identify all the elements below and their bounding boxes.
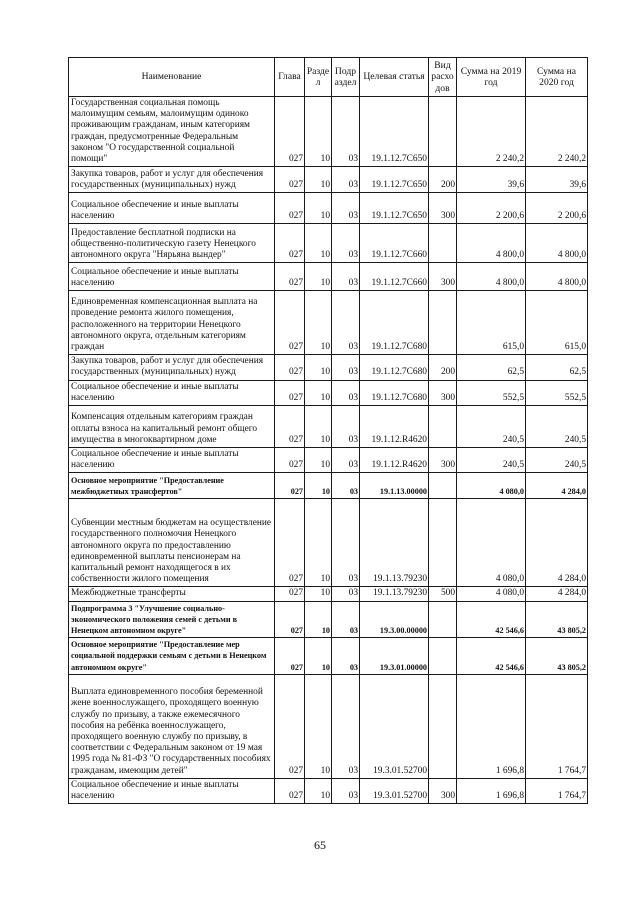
cell-expense-type: 300 <box>429 193 457 224</box>
cell-name: Основное мероприятие "Предоставление межбюджетных трансфертов" <box>69 473 275 499</box>
cell-sum-2020: 4 284,0 <box>526 473 588 499</box>
table-row <box>69 97 588 167</box>
cell-expense-type <box>429 638 457 675</box>
header-target: Целевая статья <box>360 58 429 97</box>
cell-chapter: 027 <box>275 778 305 803</box>
cell-section: 10 <box>305 601 332 638</box>
cell-sum-2019: 39,6 <box>457 167 526 193</box>
table-row <box>69 499 588 587</box>
cell-sum-2019: 615,0 <box>457 291 526 355</box>
cell-chapter: 027 <box>275 355 305 380</box>
cell-subsection: 03 <box>332 291 360 355</box>
cell-name: Социальное обеспечение и иные выплаты населению <box>69 448 275 473</box>
cell-section: 10 <box>305 587 332 601</box>
cell-chapter: 027 <box>275 601 305 638</box>
table-row <box>69 448 588 473</box>
cell-sum-2020: 43 805,2 <box>526 638 588 675</box>
cell-subsection: 03 <box>332 778 360 803</box>
page-number: 65 <box>314 838 326 852</box>
table-row <box>69 224 588 263</box>
cell-sum-2020: 4 284,0 <box>526 499 588 587</box>
cell-section: 10 <box>305 263 332 291</box>
header-sum-2020: Сумма на 2020 год <box>526 58 588 97</box>
cell-target: 19.1.12.7C650 <box>360 167 429 193</box>
table-row <box>69 193 588 224</box>
header-section: Разде л <box>305 58 332 97</box>
cell-chapter: 027 <box>275 97 305 167</box>
header-subsection: Подр аздел <box>332 58 360 97</box>
cell-section: 10 <box>305 167 332 193</box>
cell-name: Социальное обеспечение и иные выплаты населению <box>69 193 275 224</box>
cell-name: Выплата единовременного пособия беременной жене военнослужащего, проходящего военную службу по призыву, а также ежемесячного пособия на ребёнка военнослужащего, проходящего военную службу по призыву, в соответствии с Федеральным законом от 19 мая 1995 года № 81-ФЗ "О государственных пособиях гражданам, имеющим детей" <box>69 674 275 778</box>
table-row <box>69 355 588 380</box>
cell-section: 10 <box>305 355 332 380</box>
cell-sum-2019: 1 696,8 <box>457 778 526 803</box>
cell-section: 10 <box>305 473 332 499</box>
cell-chapter: 027 <box>275 448 305 473</box>
cell-target: 19.1.12.7C660 <box>360 263 429 291</box>
table-row <box>69 291 588 355</box>
cell-sum-2019: 42 546,6 <box>457 601 526 638</box>
cell-section: 10 <box>305 499 332 587</box>
cell-target: 19.3.01.52700 <box>360 778 429 803</box>
cell-name: Закупка товаров, работ и услуг для обеспечения государственных (муниципальных) нужд <box>69 355 275 380</box>
cell-expense-type <box>429 406 457 448</box>
cell-sum-2020: 4 800,0 <box>526 263 588 291</box>
header-expense-type: Вид расхо дов <box>429 58 457 97</box>
cell-expense-type <box>429 499 457 587</box>
cell-subsection: 03 <box>332 587 360 601</box>
cell-expense-type: 300 <box>429 448 457 473</box>
cell-subsection: 03 <box>332 499 360 587</box>
cell-sum-2020: 240,5 <box>526 406 588 448</box>
cell-target: 19.1.12.7C650 <box>360 97 429 167</box>
cell-section: 10 <box>305 406 332 448</box>
cell-section: 10 <box>305 291 332 355</box>
cell-expense-type <box>429 601 457 638</box>
cell-target: 19.1.12.7C680 <box>360 355 429 380</box>
header-name: Наименование <box>69 58 275 97</box>
cell-target: 19.1.13.79230 <box>360 499 429 587</box>
cell-subsection: 03 <box>332 406 360 448</box>
cell-expense-type: 200 <box>429 355 457 380</box>
cell-chapter: 027 <box>275 291 305 355</box>
cell-target: 19.1.12.R4620 <box>360 448 429 473</box>
cell-chapter: 027 <box>275 380 305 405</box>
cell-target: 19.3.00.00000 <box>360 601 429 638</box>
cell-target: 19.3.01.00000 <box>360 638 429 675</box>
cell-subsection: 03 <box>332 380 360 405</box>
table-row <box>69 473 588 499</box>
cell-subsection: 03 <box>332 473 360 499</box>
cell-expense-type: 200 <box>429 167 457 193</box>
cell-subsection: 03 <box>332 193 360 224</box>
cell-target: 19.1.12.7C680 <box>360 380 429 405</box>
cell-sum-2019: 4 080,0 <box>457 473 526 499</box>
cell-subsection: 03 <box>332 601 360 638</box>
cell-subsection: 03 <box>332 167 360 193</box>
cell-sum-2019: 240,5 <box>457 406 526 448</box>
cell-sum-2019: 2 200,6 <box>457 193 526 224</box>
cell-expense-type <box>429 291 457 355</box>
table-row <box>69 601 588 638</box>
table-header-row <box>69 58 588 97</box>
cell-name: Подпрограмма 3 "Улучшение социально-экономического положения семей с детьми в Ненецком автономном округе" <box>69 601 275 638</box>
cell-target: 19.3.01.52700 <box>360 674 429 778</box>
cell-chapter: 027 <box>275 224 305 263</box>
cell-expense-type: 300 <box>429 778 457 803</box>
table-row <box>69 380 588 405</box>
cell-target: 19.1.12.7C660 <box>360 224 429 263</box>
cell-expense-type: 300 <box>429 380 457 405</box>
cell-sum-2020: 2 200,6 <box>526 193 588 224</box>
cell-section: 10 <box>305 97 332 167</box>
cell-name: Социальное обеспечение и иные выплаты населению <box>69 778 275 803</box>
cell-section: 10 <box>305 674 332 778</box>
cell-subsection: 03 <box>332 263 360 291</box>
cell-chapter: 027 <box>275 167 305 193</box>
cell-sum-2020: 2 240,2 <box>526 97 588 167</box>
cell-expense-type <box>429 224 457 263</box>
cell-sum-2020: 39,6 <box>526 167 588 193</box>
table-row <box>69 638 588 675</box>
header-chapter: Глава <box>275 58 305 97</box>
table-row <box>69 778 588 803</box>
cell-sum-2019: 4 080,0 <box>457 499 526 587</box>
cell-section: 10 <box>305 778 332 803</box>
cell-subsection: 03 <box>332 674 360 778</box>
cell-sum-2019: 240,5 <box>457 448 526 473</box>
cell-chapter: 027 <box>275 638 305 675</box>
cell-sum-2019: 2 240,2 <box>457 97 526 167</box>
cell-name: Межбюджетные трансферты <box>69 587 275 601</box>
budget-table <box>68 57 588 804</box>
cell-expense-type: 300 <box>429 263 457 291</box>
table-body <box>69 97 588 804</box>
cell-sum-2019: 4 800,0 <box>457 224 526 263</box>
cell-sum-2019: 552,5 <box>457 380 526 405</box>
cell-name: Основное мероприятие "Предоставление мер социальной поддержки семьям с детьми в Ненецком автономном округе" <box>69 638 275 675</box>
cell-sum-2020: 1 764,7 <box>526 778 588 803</box>
table-row <box>69 263 588 291</box>
cell-sum-2019: 62,5 <box>457 355 526 380</box>
cell-expense-type <box>429 97 457 167</box>
cell-sum-2020: 4 800,0 <box>526 224 588 263</box>
cell-name: Государственная социальная помощь малоимущим семьям, малоимущим одиноко проживающим гражданам, иным категориям граждан, предусмотренные Федеральным законом "О государственной социальной помощи" <box>69 97 275 167</box>
cell-section: 10 <box>305 224 332 263</box>
cell-subsection: 03 <box>332 638 360 675</box>
cell-name: Компенсация отдельным категориям граждан оплаты взноса на капитальный ремонт общего имущества в многоквартирном доме <box>69 406 275 448</box>
table-row <box>69 674 588 778</box>
cell-sum-2020: 615,0 <box>526 291 588 355</box>
header-sum-2019: Сумма на 2019 год <box>457 58 526 97</box>
cell-name: Социальное обеспечение и иные выплаты населению <box>69 263 275 291</box>
cell-target: 19.1.12.R4620 <box>360 406 429 448</box>
cell-sum-2020: 62,5 <box>526 355 588 380</box>
cell-sum-2019: 4 800,0 <box>457 263 526 291</box>
cell-target: 19.1.13.79230 <box>360 587 429 601</box>
cell-subsection: 03 <box>332 224 360 263</box>
cell-subsection: 03 <box>332 97 360 167</box>
table-row <box>69 406 588 448</box>
cell-target: 19.1.13.00000 <box>360 473 429 499</box>
cell-expense-type <box>429 473 457 499</box>
cell-section: 10 <box>305 638 332 675</box>
cell-sum-2019: 4 080,0 <box>457 587 526 601</box>
cell-sum-2020: 4 284,0 <box>526 587 588 601</box>
cell-name: Закупка товаров, работ и услуг для обеспечения государственных (муниципальных) нужд <box>69 167 275 193</box>
table-row <box>69 587 588 601</box>
cell-chapter: 027 <box>275 406 305 448</box>
cell-chapter: 027 <box>275 587 305 601</box>
cell-sum-2020: 552,5 <box>526 380 588 405</box>
cell-sum-2020: 43 805,2 <box>526 601 588 638</box>
table-row <box>69 167 588 193</box>
cell-target: 19.1.12.7C680 <box>360 291 429 355</box>
cell-name: Предоставление бесплатной подписки на общественно-политическую газету Ненецкого автономного округа "Нярьяна вындер" <box>69 224 275 263</box>
cell-chapter: 027 <box>275 473 305 499</box>
cell-subsection: 03 <box>332 448 360 473</box>
cell-chapter: 027 <box>275 674 305 778</box>
cell-target: 19.1.12.7C650 <box>360 193 429 224</box>
cell-sum-2019: 42 546,6 <box>457 638 526 675</box>
cell-sum-2019: 1 696,8 <box>457 674 526 778</box>
cell-chapter: 027 <box>275 499 305 587</box>
cell-sum-2020: 1 764,7 <box>526 674 588 778</box>
cell-expense-type <box>429 674 457 778</box>
cell-section: 10 <box>305 380 332 405</box>
cell-name: Социальное обеспечение и иные выплаты населению <box>69 380 275 405</box>
cell-expense-type: 500 <box>429 587 457 601</box>
cell-subsection: 03 <box>332 355 360 380</box>
cell-chapter: 027 <box>275 263 305 291</box>
cell-section: 10 <box>305 448 332 473</box>
cell-section: 10 <box>305 193 332 224</box>
cell-sum-2020: 240,5 <box>526 448 588 473</box>
cell-chapter: 027 <box>275 193 305 224</box>
cell-name: Единовременная компенсационная выплата на проведение ремонта жилого помещения, расположенного на территории Ненецкого автономного округа, отдельным категориям граждан <box>69 291 275 355</box>
cell-name: Субвенции местным бюджетам на осуществление государственного полномочия Ненецкого автономного округа по предоставлению единовременной выплаты пенсионерам на капитальный ремонт находящегося в их собственности жилого помещения <box>69 499 275 587</box>
